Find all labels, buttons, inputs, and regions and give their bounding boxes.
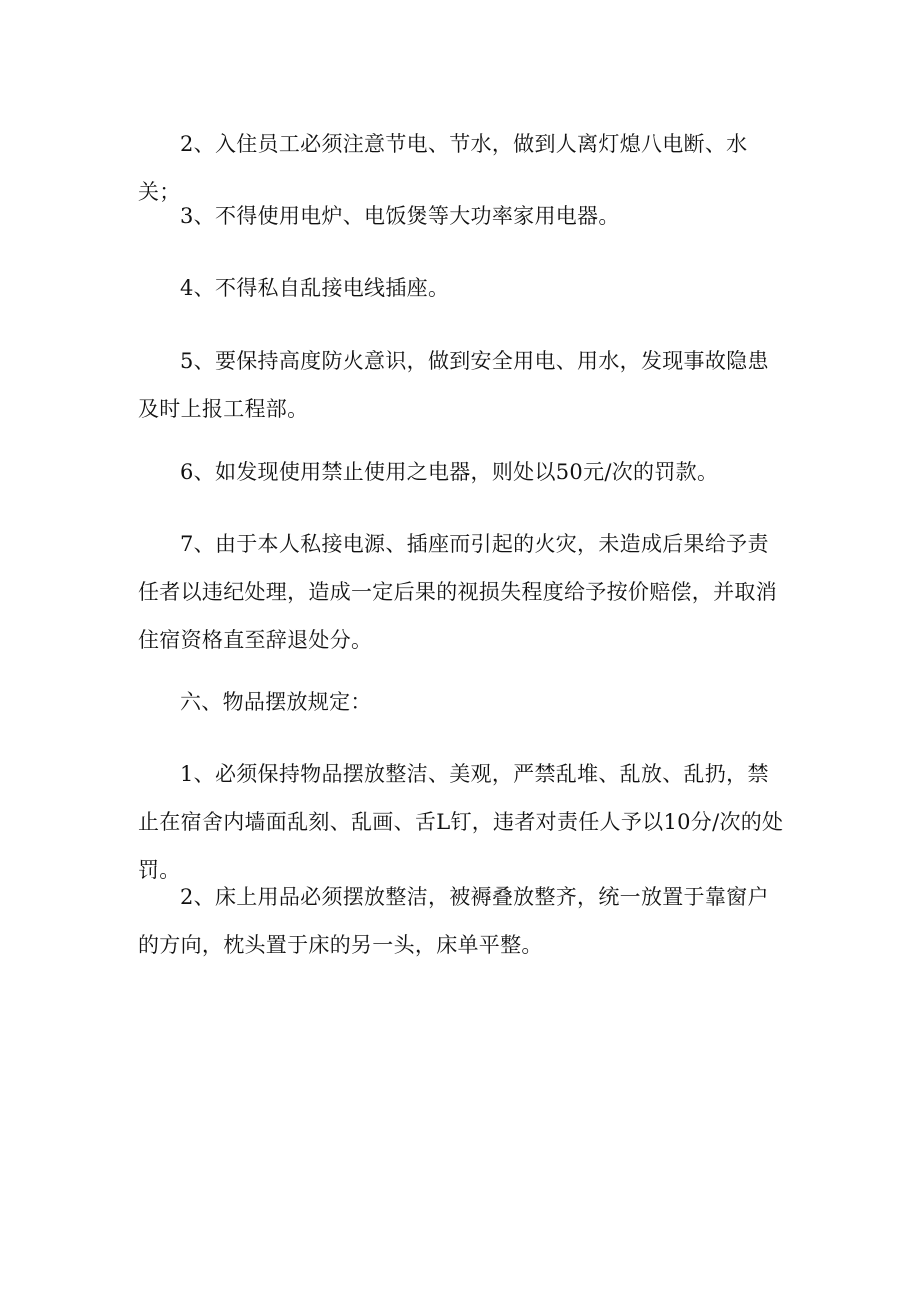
rule-paragraph-6: 6、如发现使用禁止使用之电器，则处以50元/次的罚款。 [180,460,719,484]
rule-paragraph-7: 7、由于本人私接电源、插座而引起的火灾，未造成后果给予责任者以违纪处理，造成一定后果的视损失程度给予按价赔偿，并取消住宿资格直至辞退处分。 [138,532,777,652]
rule-paragraph-2: 2、入住员工必须注意节电、节水，做到人离灯熄八电断、水关； [138,132,748,204]
rule-paragraph-3: 3、不得使用电炉、电饭煲等大功率家用电器。 [180,204,620,228]
placement-rule-paragraph-2: 2、床上用品必须摆放整洁，被褥叠放整齐，统一放置于靠窗户的方向，枕头置于床的另一头，床单平整。 [138,885,769,957]
placement-rule-paragraph-1: 1、必须保持物品摆放整洁、美观，严禁乱堆、乱放、乱扔，禁止在宿舍内墙面乱刻、乱画、舌L钉，违者对责任人予以10分/次的处罚。 [138,762,784,882]
section-heading-item-placement: 六、物品摆放规定： [180,690,372,714]
rule-paragraph-5: 5、要保持高度防火意识，做到安全用电、用水，发现事故隐患及时上报工程部。 [138,349,769,421]
rule-paragraph-4: 4、不得私自乱接电线插座。 [180,276,450,300]
